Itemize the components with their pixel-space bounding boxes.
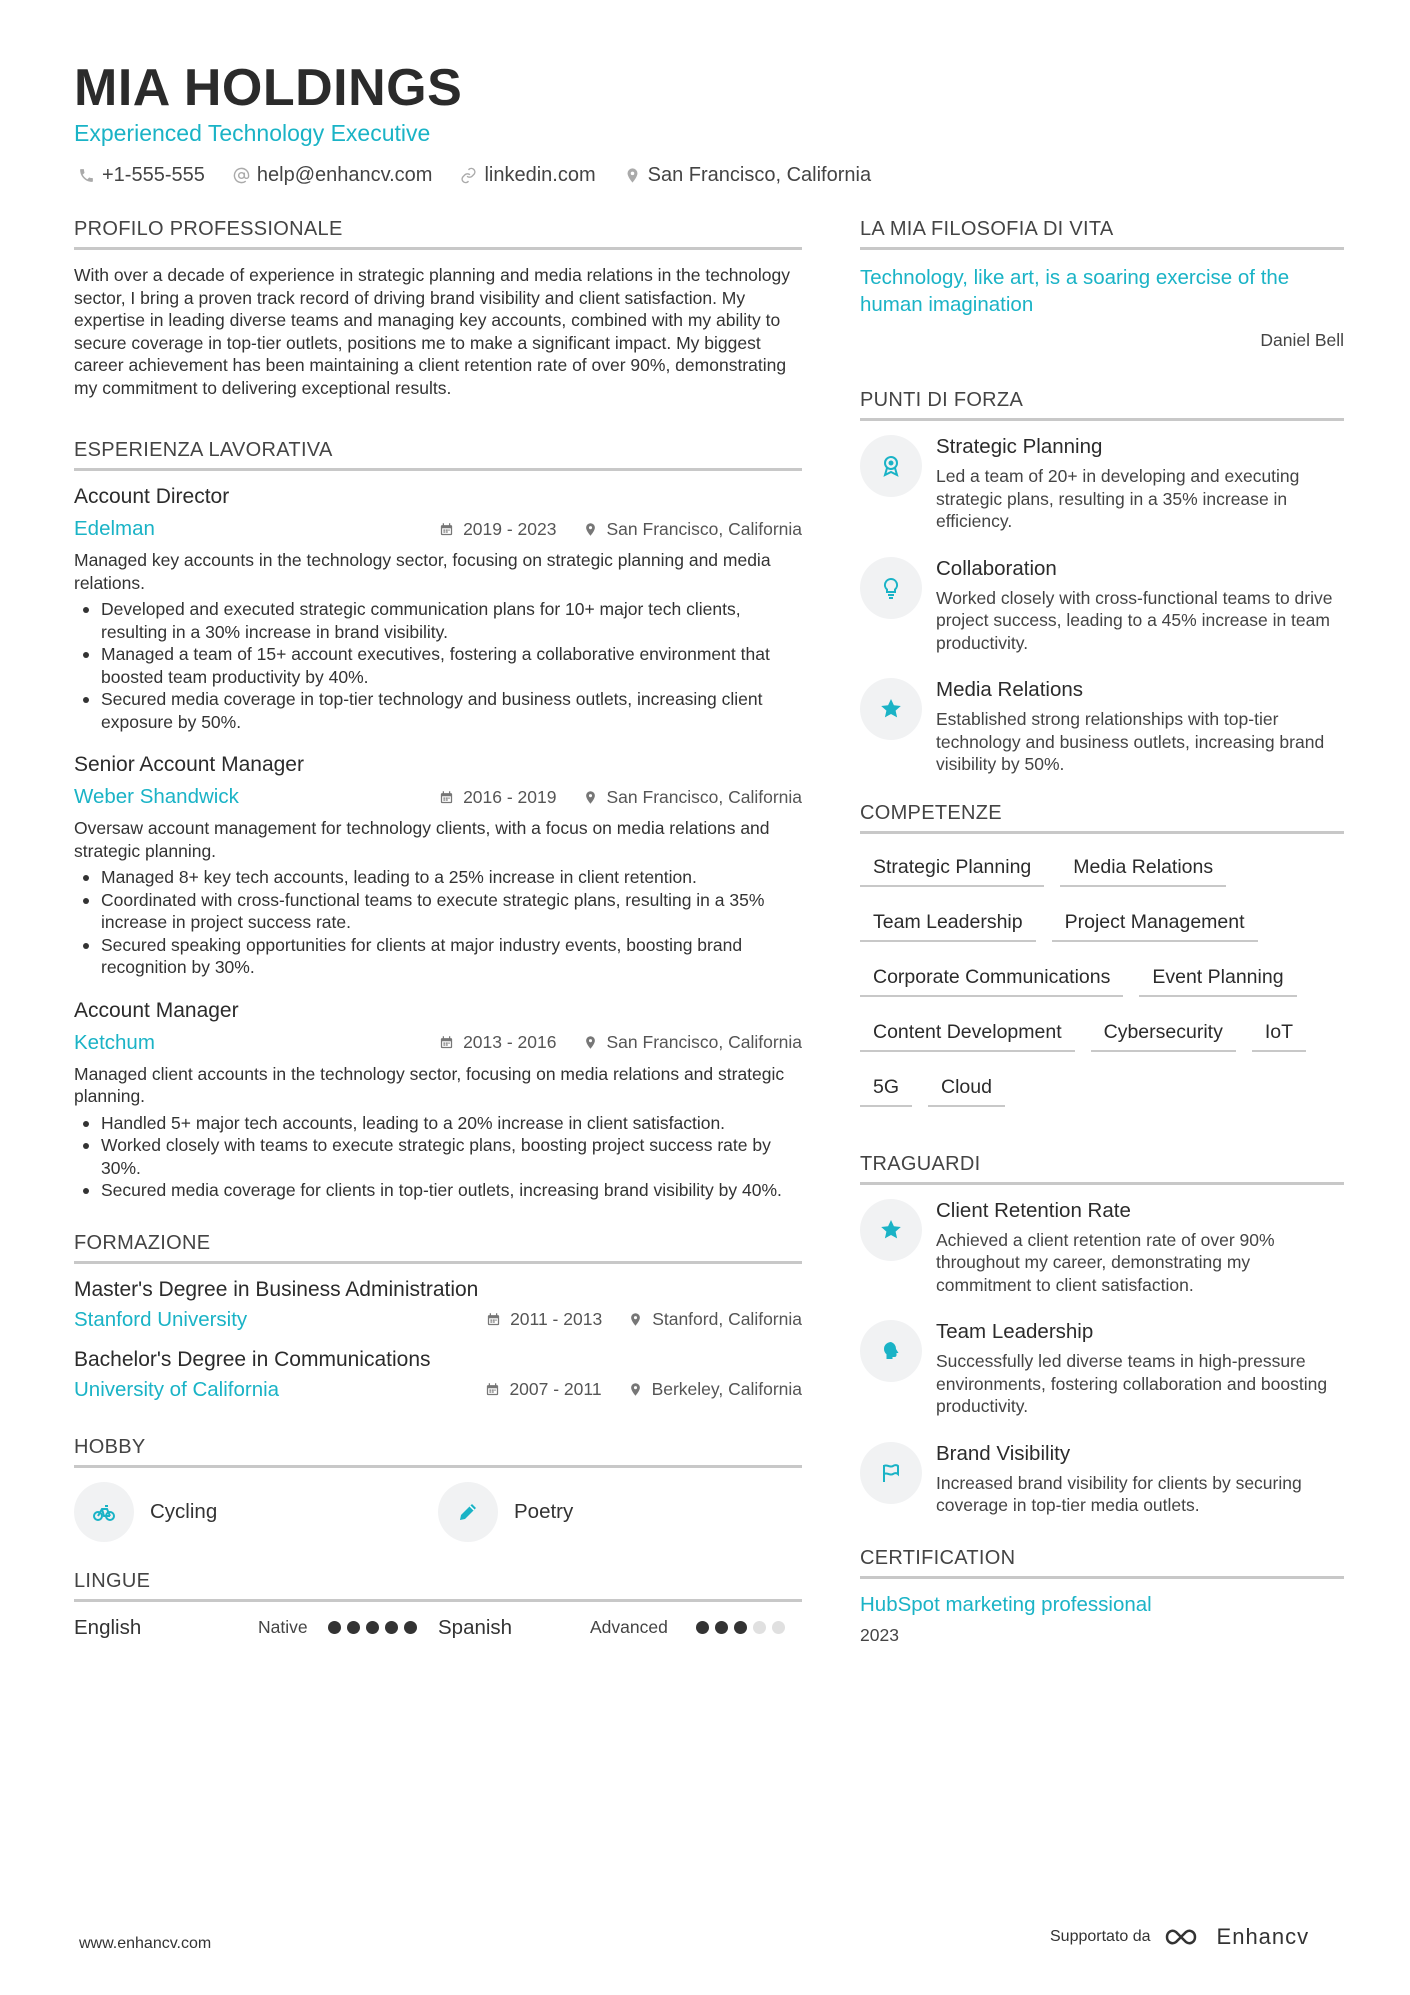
section-title-achievements: TRAGUARDI <box>860 1153 1344 1185</box>
job-entry <box>74 753 802 979</box>
company-name: Edelman <box>74 517 155 540</box>
job-title: Senior Account Manager <box>74 753 304 776</box>
calendar-icon <box>439 790 454 805</box>
hobby-section <box>74 1436 802 1542</box>
summary-text: With over a decade of experience in strategic planning and media relations in the technology sector, I bring a proven track record of driving brand visibility and client satisfaction. My expertise in leading diverse teams and managing key accounts, combined with my ability to secure coverage in top-tier outlets, positions me to make a significant impact. My biggest career achievement has been maintaining a client retention rate of over 90%, demonstrating my commitment to delivering exceptional results. <box>74 265 790 398</box>
achievement-description: Increased brand visibility for clients by securing coverage in top-tier media outlets. <box>936 1472 1302 1515</box>
job-location-text: San Francisco, California <box>606 786 802 807</box>
certification-year: 2023 <box>860 1624 899 1645</box>
job-description: Oversaw account management for technology clients, with a focus on media relations and strategic planning. <box>74 818 770 861</box>
calendar-icon <box>439 522 454 537</box>
achievement-title: Client Retention Rate <box>936 1198 1131 1222</box>
contact-phone <box>78 164 205 187</box>
achievement-description: Achieved a client retention rate of over 90% throughout my career, demonstrating my commitment to client satisfaction. <box>936 1229 1275 1295</box>
achievement-title: Team Leadership <box>936 1320 1094 1343</box>
certification-name: HubSpot marketing professional <box>860 1592 1152 1616</box>
degree-title: Bachelor's Degree in Communications <box>74 1347 431 1371</box>
strength-title: Strategic Planning <box>936 435 1103 458</box>
job-bullet: Managed 8+ key tech accounts, leading to a 25% increase in client retention. <box>74 866 802 889</box>
achievement-item <box>860 1320 1344 1418</box>
contact-bar <box>78 164 871 187</box>
job-title: Account Manager <box>74 998 239 1022</box>
contact-linkedin[interactable] <box>460 164 595 187</box>
skill-tag: Cybersecurity <box>1091 1019 1236 1052</box>
job-bullet: Secured media coverage for clients in top-tier outlets, increasing brand visibility by 40%. <box>74 1179 802 1202</box>
contact-location <box>624 164 871 187</box>
job-dates-text: 2016 - 2019 <box>463 786 557 807</box>
flag-icon <box>879 1461 903 1485</box>
achievement-item <box>860 1442 1344 1517</box>
location-text: San Francisco, California <box>647 164 872 186</box>
at-icon <box>233 167 250 184</box>
strength-description: Led a team of 20+ in developing and executing strategic plans, resulting in a 35% increase in efficiency. <box>936 466 1300 531</box>
hobby-list <box>74 1482 802 1542</box>
strength-description: Worked closely with cross-functional teams to drive project success, leading to a 45% increase in team productivity. <box>936 587 1333 653</box>
calendar-icon <box>485 1382 500 1397</box>
skill-tag: Corporate Communications <box>860 964 1123 997</box>
job-location-text: San Francisco, California <box>606 1032 802 1052</box>
strength-icon-circle <box>860 557 922 619</box>
school-name: University of California <box>74 1377 280 1401</box>
location-pin-icon <box>628 1312 643 1327</box>
brain-icon <box>879 1339 903 1363</box>
left-column <box>74 218 802 1682</box>
job-meta <box>74 517 802 541</box>
skill-tag: IoT <box>1252 1019 1306 1052</box>
section-title-summary: PROFILO PROFESSIONALE <box>74 218 802 250</box>
rating-dot-filled <box>696 1621 709 1634</box>
job-description: Managed key accounts in the technology sector, focusing on strategic planning and media relations. <box>74 550 771 593</box>
skills-section <box>860 802 1344 1107</box>
rating-dot-filled <box>366 1621 379 1634</box>
education-section <box>74 1232 802 1402</box>
job-bullets <box>74 1112 802 1202</box>
job-entry <box>74 999 802 1202</box>
footer-website[interactable]: www.enhancv.com <box>79 1935 212 1952</box>
contact-email[interactable] <box>233 164 433 187</box>
rating-dot-empty <box>753 1621 766 1634</box>
company-name: Ketchum <box>74 1030 155 1054</box>
hobby-label: Poetry <box>514 1499 574 1523</box>
hobby-label: Cycling <box>150 1499 218 1523</box>
location-pin-icon <box>624 167 641 184</box>
job-meta-right <box>439 787 802 808</box>
email-text[interactable]: help@enhancv.com <box>256 164 433 186</box>
phone-text: +1-555-555 <box>102 164 205 186</box>
language-name: Spanish <box>438 1615 513 1639</box>
rating-dot-filled <box>734 1621 747 1634</box>
strength-item <box>860 678 1344 776</box>
education-location <box>628 1309 802 1330</box>
rating-dot-filled <box>715 1621 728 1634</box>
language-list <box>74 1616 802 1640</box>
education-meta <box>74 1308 802 1332</box>
company-name: Weber Shandwick <box>74 785 239 808</box>
education-dates-text: 2007 - 2011 <box>509 1379 602 1399</box>
job-bullets <box>74 598 802 733</box>
job-bullet: Worked closely with teams to execute strategic plans, boosting project success rate by 30%. <box>74 1134 802 1179</box>
education-location <box>628 1379 802 1400</box>
candidate-name: MIA HOLDINGS <box>74 59 463 117</box>
language-name: English <box>74 1615 142 1639</box>
strength-title: Media Relations <box>936 678 1083 701</box>
education-location-text: Stanford, California <box>652 1309 802 1329</box>
award-icon <box>879 454 903 478</box>
section-title-languages: LINGUE <box>74 1570 802 1602</box>
location-pin-icon <box>628 1382 643 1397</box>
philosophy-quote: Technology, like art, is a soaring exercise of the human imagination <box>860 266 1290 316</box>
job-bullet: Coordinated with cross-functional teams to execute strategic plans, resulting in a 35% increase in project success rate. <box>74 889 802 934</box>
achievement-icon-circle <box>860 1199 922 1261</box>
job-dates-text: 2013 - 2016 <box>463 1032 557 1052</box>
calendar-icon <box>486 1312 501 1327</box>
job-title: Account Director <box>74 485 230 508</box>
education-dates <box>486 1309 602 1330</box>
rating-dot-empty <box>772 1621 785 1634</box>
hobby-icon-circle <box>438 1482 498 1542</box>
skill-tag: Content Development <box>860 1019 1075 1052</box>
rating-dot-filled <box>347 1621 360 1634</box>
summary-section <box>74 218 802 399</box>
calendar-icon <box>439 1035 454 1050</box>
section-title-strengths: PUNTI DI FORZA <box>860 389 1344 421</box>
section-title-certification: CERTIFICATION <box>860 1547 1344 1579</box>
section-title-hobby: HOBBY <box>74 1436 802 1468</box>
strength-icon-circle <box>860 435 922 497</box>
job-meta <box>74 785 802 809</box>
skill-tag: 5G <box>860 1074 912 1107</box>
quote-author: Daniel Bell <box>1260 330 1344 350</box>
powered-by-label: Supportato da <box>1050 1928 1151 1945</box>
skill-tag: Strategic Planning <box>860 854 1044 887</box>
hobby-item <box>438 1482 802 1542</box>
skill-tag: Project Management <box>1052 909 1258 942</box>
school-name: Stanford University <box>74 1307 248 1331</box>
achievement-title: Brand Visibility <box>936 1441 1071 1465</box>
rating-dot-filled <box>385 1621 398 1634</box>
star-icon <box>879 1218 903 1242</box>
language-level: Advanced <box>590 1617 668 1637</box>
brand-logo[interactable] <box>1163 1924 1310 1950</box>
education-dates-text: 2011 - 2013 <box>510 1309 603 1329</box>
job-bullets <box>74 866 802 979</box>
location-pin-icon <box>583 790 598 805</box>
skill-tag: Team Leadership <box>860 909 1036 942</box>
job-location <box>583 1032 803 1053</box>
brand-name: Enhancv <box>1216 1924 1310 1949</box>
philosophy-section <box>860 218 1344 351</box>
job-dates <box>439 519 556 540</box>
enhancv-logo-icon <box>1163 1925 1209 1949</box>
job-bullet: Developed and executed strategic communication plans for 10+ major tech clients, resulting in a 30% increase in brand visibility. <box>74 598 802 643</box>
job-description: Managed client accounts in the technology sector, focusing on media relations and strategic planning. <box>74 1063 785 1106</box>
education-location-text: Berkeley, California <box>651 1379 802 1399</box>
rating-dot-filled <box>328 1621 341 1634</box>
strength-description: Established strong relationships with top-tier technology and business outlets, increasing brand visibility by 50%. <box>936 709 1325 774</box>
strengths-section <box>860 389 1344 776</box>
strength-item <box>860 435 1344 533</box>
language-item <box>74 1616 438 1640</box>
language-item <box>438 1616 802 1640</box>
rating-dot-filled <box>404 1621 417 1634</box>
section-title-philosophy: LA MIA FILOSOFIA DI VITA <box>860 218 1344 250</box>
language-rating <box>696 1621 785 1634</box>
linkedin-text[interactable]: linkedin.com <box>484 164 596 186</box>
job-location <box>583 519 803 540</box>
education-dates <box>485 1379 601 1400</box>
location-pin-icon <box>583 1035 598 1050</box>
right-column <box>860 218 1344 1688</box>
hobby-icon-circle <box>74 1482 134 1542</box>
phone-icon <box>78 167 95 184</box>
hobby-item <box>74 1482 438 1542</box>
pencil-icon <box>456 1500 480 1524</box>
job-bullet: Secured speaking opportunities for clients at major industry events, boosting brand recognition by 30%. <box>74 934 802 979</box>
education-meta-right <box>485 1379 802 1400</box>
location-pin-icon <box>583 522 598 537</box>
job-meta <box>74 1031 802 1055</box>
languages-section <box>74 1570 802 1640</box>
achievement-icon-circle <box>860 1320 922 1382</box>
section-title-education: FORMAZIONE <box>74 1232 802 1264</box>
job-meta-right <box>439 519 802 540</box>
achievement-icon-circle <box>860 1442 922 1504</box>
education-meta-right <box>486 1309 802 1330</box>
certification-section <box>860 1547 1344 1646</box>
section-title-experience: ESPERIENZA LAVORATIVA <box>74 439 802 471</box>
strength-item <box>860 557 1344 655</box>
education-entry <box>74 1278 802 1332</box>
achievement-description: Successfully led diverse teams in high-pressure environments, fostering collaboration and boosting productivity. <box>936 1351 1328 1416</box>
footer-powered-by <box>1050 1924 1309 1950</box>
job-bullet: Managed a team of 15+ account executives, fostering a collaborative environment that boosted team productivity by 40%. <box>74 643 802 688</box>
job-dates-text: 2019 - 2023 <box>463 518 557 539</box>
achievement-item <box>860 1199 1344 1297</box>
job-meta-right <box>439 1032 802 1053</box>
strength-title: Collaboration <box>936 556 1057 580</box>
achievements-section <box>860 1153 1344 1517</box>
experience-section <box>74 439 802 1202</box>
language-rating <box>328 1621 417 1634</box>
job-location <box>583 787 803 808</box>
link-icon <box>460 167 477 184</box>
job-entry <box>74 485 802 733</box>
strength-icon-circle <box>860 678 922 740</box>
job-location-text: San Francisco, California <box>606 518 802 539</box>
star-icon <box>879 697 903 721</box>
job-dates <box>439 1032 556 1053</box>
job-bullet: Secured media coverage in top-tier technology and business outlets, increasing client exposure by 50%. <box>74 688 802 733</box>
skill-tag: Cloud <box>928 1074 1005 1107</box>
bicycle-icon <box>92 1500 116 1524</box>
education-meta <box>74 1378 802 1402</box>
skill-tags <box>860 854 1344 1107</box>
job-bullet: Handled 5+ major tech accounts, leading to a 20% increase in client satisfaction. <box>74 1112 802 1135</box>
section-title-skills: COMPETENZE <box>860 802 1344 834</box>
language-level: Native <box>258 1617 308 1637</box>
skill-tag: Event Planning <box>1139 964 1296 997</box>
lightbulb-icon <box>879 576 903 600</box>
skill-tag: Media Relations <box>1060 854 1226 887</box>
degree-title: Master's Degree in Business Administration <box>74 1277 479 1301</box>
candidate-headline: Experienced Technology Executive <box>74 120 431 146</box>
job-dates <box>439 787 556 808</box>
education-entry <box>74 1348 802 1402</box>
